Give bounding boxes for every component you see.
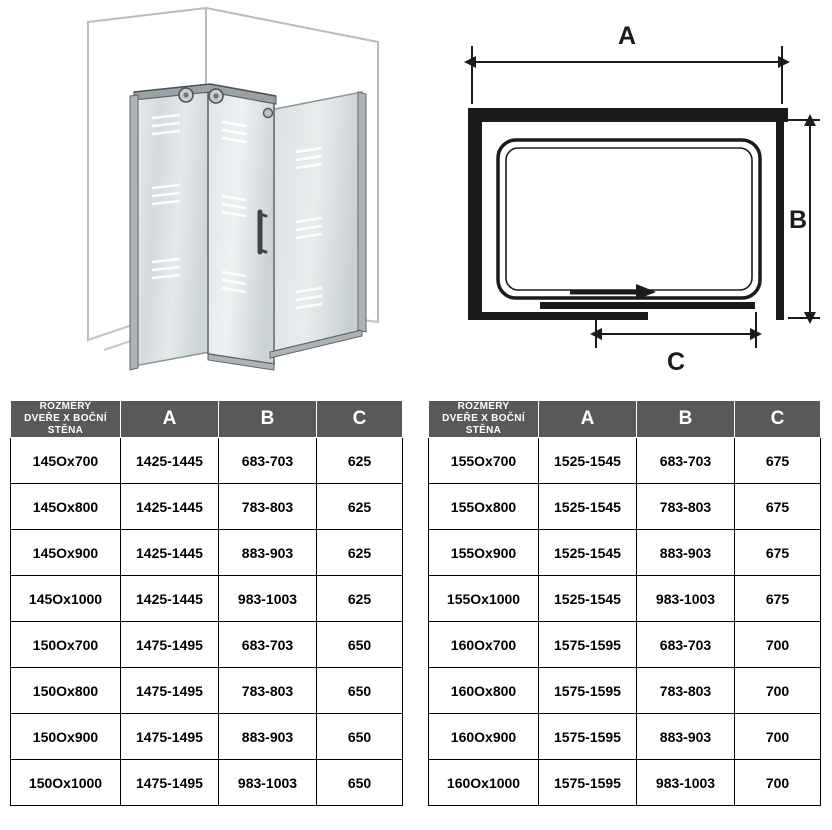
cell-a: 1425-1445	[121, 530, 219, 576]
cell-a: 1525-1545	[539, 484, 637, 530]
cell-c: 650	[317, 622, 403, 668]
table-header-row	[11, 401, 403, 438]
table-row	[429, 714, 821, 760]
cell-c: 700	[735, 760, 821, 806]
cell-b: 683-703	[637, 438, 735, 484]
cell-a: 1475-1495	[121, 622, 219, 668]
table-row	[11, 760, 403, 806]
header-b: B	[219, 401, 317, 438]
plan-label-b: B	[788, 206, 808, 234]
dimension-table	[10, 400, 403, 806]
cell-c: 625	[317, 576, 403, 622]
shower-enclosure-3d-view	[30, 0, 420, 390]
cell-c: 675	[735, 530, 821, 576]
cell-a: 1525-1545	[539, 530, 637, 576]
dimension-tables	[0, 400, 832, 830]
table-row	[429, 530, 821, 576]
cell-b: 783-803	[637, 484, 735, 530]
cell-size: 160Ox900	[429, 714, 539, 760]
header-a: A	[121, 401, 219, 438]
table-row	[429, 622, 821, 668]
cell-a: 1425-1445	[121, 484, 219, 530]
cell-a: 1525-1545	[539, 576, 637, 622]
cell-c: 650	[317, 760, 403, 806]
cell-size: 145Ox900	[11, 530, 121, 576]
cell-c: 625	[317, 438, 403, 484]
cell-c: 650	[317, 668, 403, 714]
cell-b: 983-1003	[219, 576, 317, 622]
cell-size: 150Ox700	[11, 622, 121, 668]
cell-size: 145Ox1000	[11, 576, 121, 622]
plan-label-a: A	[617, 22, 637, 50]
cell-a: 1475-1495	[121, 714, 219, 760]
table-row	[11, 714, 403, 760]
table-row	[429, 484, 821, 530]
header-sizes-line2: DVEŘE X BOČNÍ STĚNA	[442, 413, 525, 436]
cell-size: 155Ox1000	[429, 576, 539, 622]
cell-a: 1475-1495	[121, 668, 219, 714]
cell-c: 675	[735, 484, 821, 530]
cell-c: 625	[317, 530, 403, 576]
cell-c: 700	[735, 622, 821, 668]
cell-a: 1475-1495	[121, 760, 219, 806]
cell-size: 145Ox800	[11, 484, 121, 530]
header-sizes-line1: ROZMĚRY	[39, 401, 92, 412]
cell-b: 983-1003	[637, 576, 735, 622]
cell-b: 783-803	[219, 668, 317, 714]
header-sizes	[11, 401, 121, 438]
cell-b: 683-703	[219, 622, 317, 668]
cell-a: 1425-1445	[121, 438, 219, 484]
shower-enclosure-plan-view	[420, 0, 832, 390]
header-b: B	[637, 401, 735, 438]
table-left	[10, 400, 402, 806]
plan-label-c: C	[666, 348, 686, 376]
table-header-row	[429, 401, 821, 438]
drawings-area	[0, 0, 832, 390]
cell-a: 1425-1445	[121, 576, 219, 622]
cell-c: 675	[735, 576, 821, 622]
cell-size: 155Ox800	[429, 484, 539, 530]
cell-b: 683-703	[637, 622, 735, 668]
cell-a: 1575-1595	[539, 760, 637, 806]
table-row	[11, 438, 403, 484]
cell-b: 983-1003	[219, 760, 317, 806]
cell-size: 150Ox1000	[11, 760, 121, 806]
cell-c: 675	[735, 438, 821, 484]
table-row	[429, 576, 821, 622]
cell-a: 1575-1595	[539, 622, 637, 668]
table-row	[11, 668, 403, 714]
cell-b: 883-903	[219, 530, 317, 576]
table-row	[11, 622, 403, 668]
cell-b: 883-903	[637, 530, 735, 576]
header-c: C	[317, 401, 403, 438]
cell-b: 683-703	[219, 438, 317, 484]
table-row	[11, 530, 403, 576]
header-c: C	[735, 401, 821, 438]
table-row	[429, 438, 821, 484]
cell-size: 155Ox900	[429, 530, 539, 576]
cell-size: 145Ox700	[11, 438, 121, 484]
dimension-table	[428, 400, 821, 806]
cell-b: 783-803	[637, 668, 735, 714]
cell-b: 883-903	[637, 714, 735, 760]
cell-size: 160Ox800	[429, 668, 539, 714]
table-row	[429, 668, 821, 714]
cell-size: 150Ox900	[11, 714, 121, 760]
table-row	[11, 576, 403, 622]
header-sizes-line2: DVEŘE X BOČNÍ STĚNA	[24, 413, 107, 436]
table-row	[429, 760, 821, 806]
cell-c: 650	[317, 714, 403, 760]
header-sizes-line1: ROZMĚRY	[457, 401, 510, 412]
cell-a: 1575-1595	[539, 714, 637, 760]
table-row	[11, 484, 403, 530]
cell-a: 1525-1545	[539, 438, 637, 484]
header-sizes	[429, 401, 539, 438]
table-right	[428, 400, 820, 806]
cell-size: 150Ox800	[11, 668, 121, 714]
cell-b: 783-803	[219, 484, 317, 530]
cell-size: 160Ox1000	[429, 760, 539, 806]
cell-b: 983-1003	[637, 760, 735, 806]
cell-c: 700	[735, 714, 821, 760]
cell-size: 155Ox700	[429, 438, 539, 484]
cell-c: 700	[735, 668, 821, 714]
cell-b: 883-903	[219, 714, 317, 760]
cell-size: 160Ox700	[429, 622, 539, 668]
cell-c: 625	[317, 484, 403, 530]
header-a: A	[539, 401, 637, 438]
cell-a: 1575-1595	[539, 668, 637, 714]
